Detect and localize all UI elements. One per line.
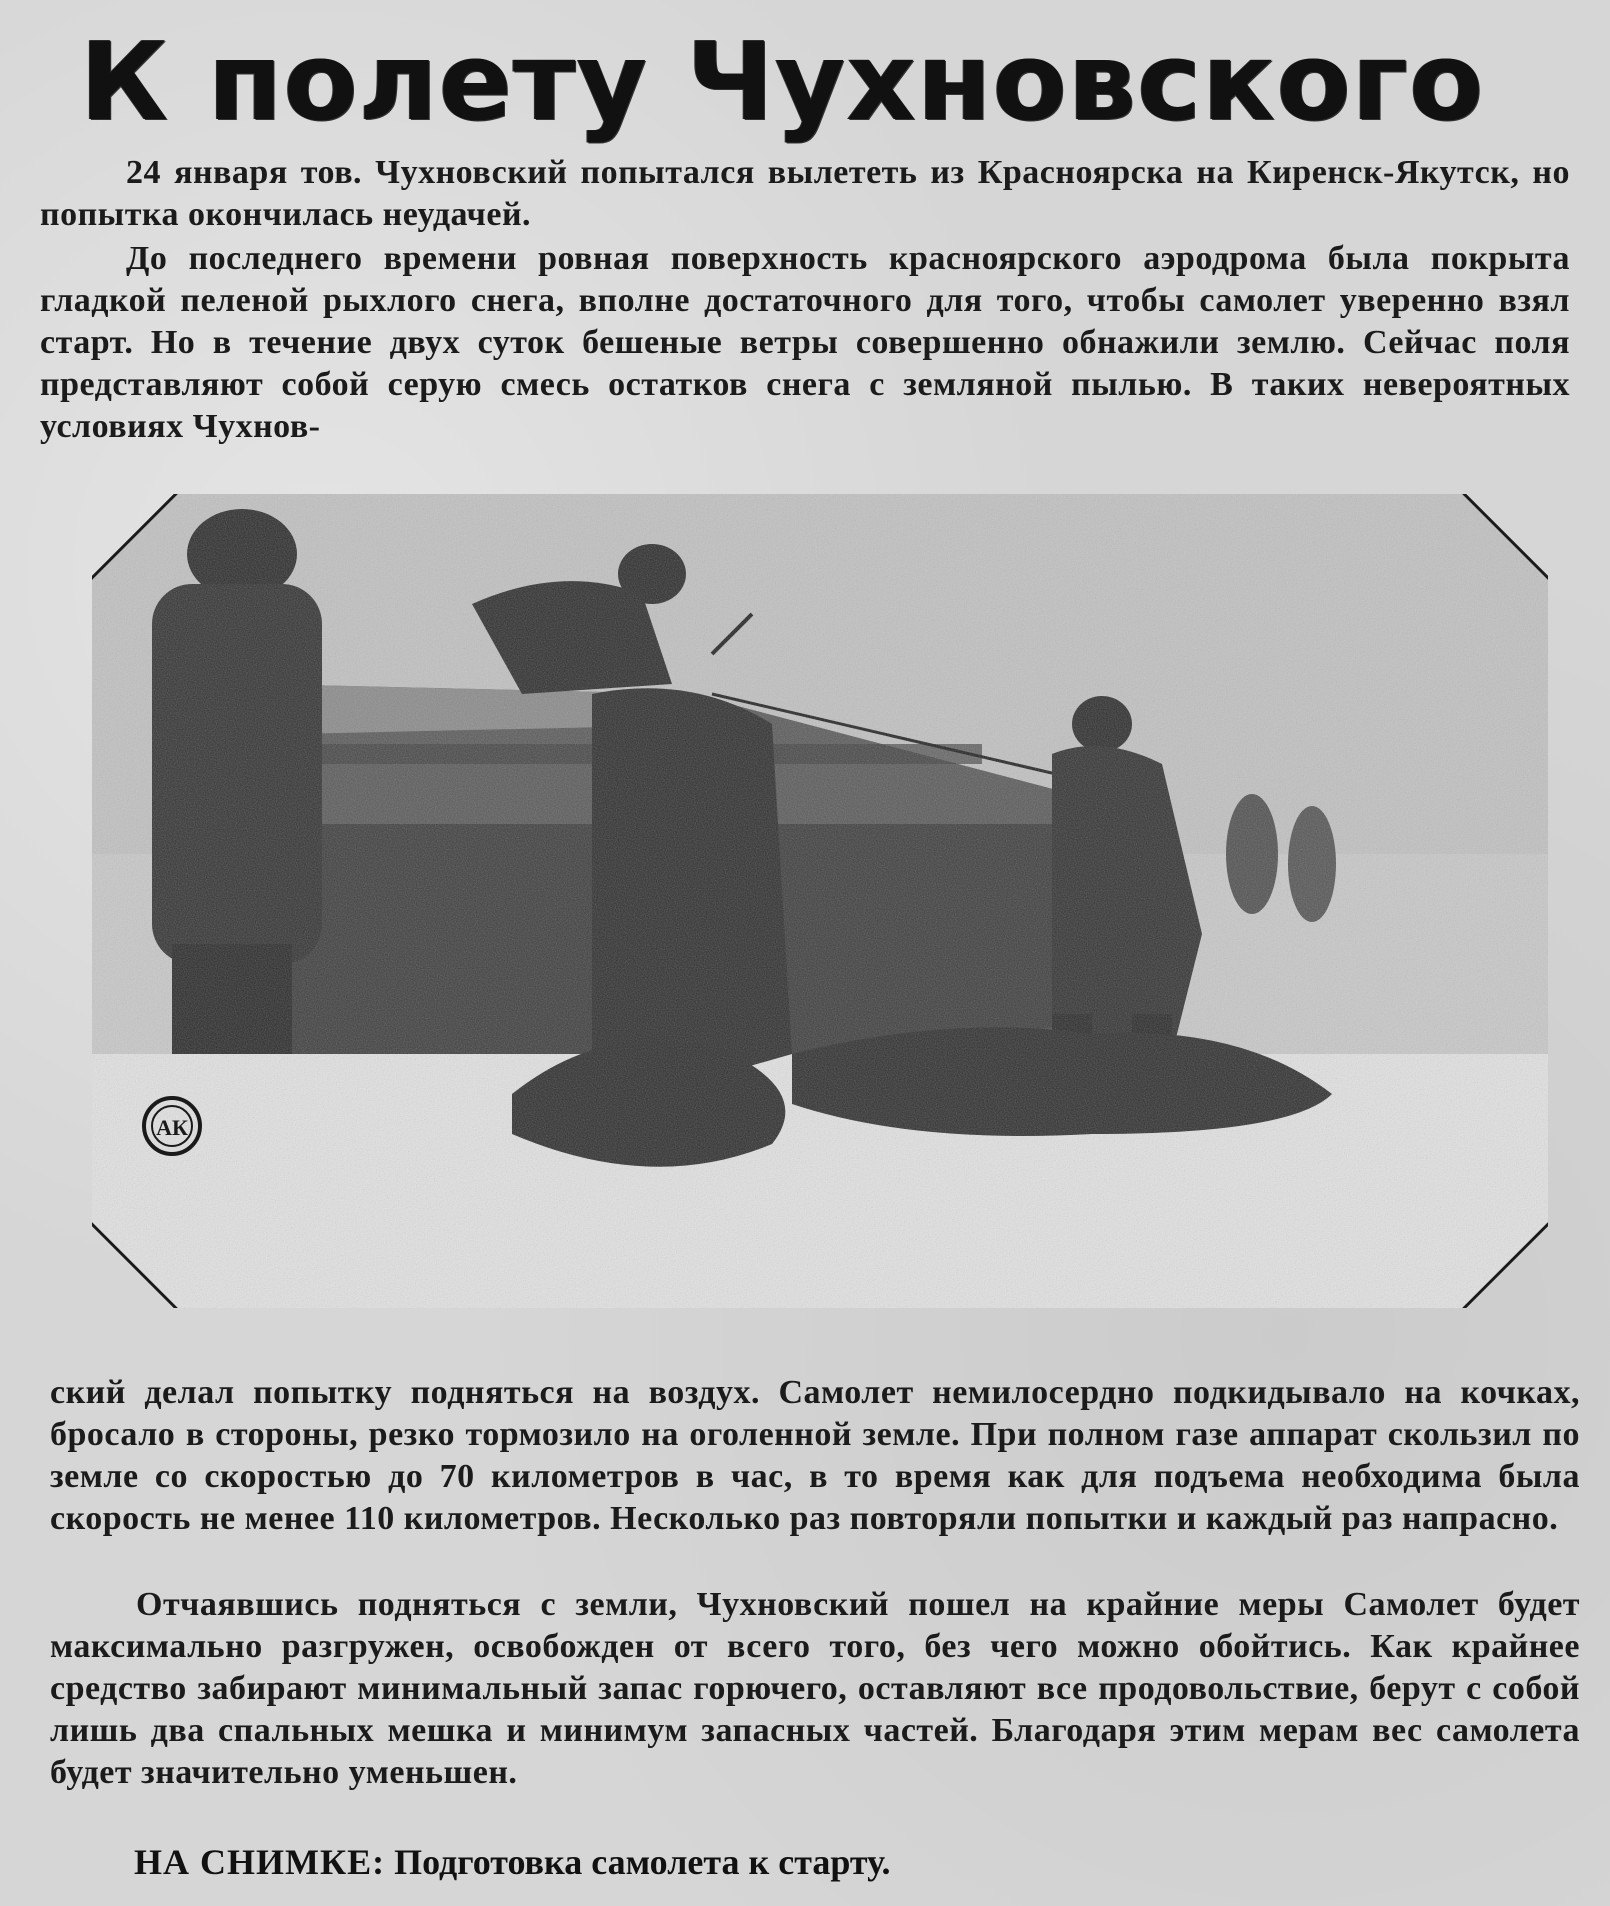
article-paragraph-3: ский делал попытку подняться на воздух. Самолет немилосердно подкидывало на кочках, бросало в стороны, резко тормозило на оголенной земле. При полном газе аппарат скользил по земле со скоростью до 70 километров в час, в то время как для подъема необходима была скорость не менее 110 километров. Несколько раз повторяли попытки и каждый раз напрасно. [50, 1374, 1580, 1537]
article-paragraph-1: 24 января тов. Чухновский попытался вылететь из Красноярска на Киренск-Якутск, но попытка окончилась неудачей. [40, 154, 1570, 233]
photo-emblem-icon [144, 1098, 200, 1154]
article-paragraph-4: Отчаявшись подняться с земли, Чухновский пошел на крайние меры Самолет будет максимально разгружен, освобожден от всего того, без чего можно обойтись. Как крайнее средство забирают минимальный запас горючего, оставляют все продовольствие, берут с собой лишь два спальных мешка и минимум запасных частей. Благодаря этим мерам вес самолета будет значительно уменьшен. [50, 1586, 1580, 1791]
photo-caption-text: Подготовка самолета к старту. [394, 1842, 891, 1882]
article-headline: К полету Чухновского [80, 20, 1485, 145]
photo-caption-lead: НА СНИМКЕ: [134, 1842, 386, 1882]
svg-text:АК: АК [156, 1115, 188, 1140]
article-paragraph-2: До последнего времени ровная поверхность красноярского аэродрома была покрыта гладкой пеленой рыхлого снега, вполне достаточного для того, чтобы самолет уверенно взял старт. Но в течение двух суток бешеные ветры совершенно обнажили землю. Сейчас поля представляют собой серую смесь остатков снега с земляной пылью. В таких невероятных условиях Чухнов- [40, 240, 1570, 445]
article-photo [92, 494, 1548, 1308]
photo-caption [134, 1840, 890, 1884]
